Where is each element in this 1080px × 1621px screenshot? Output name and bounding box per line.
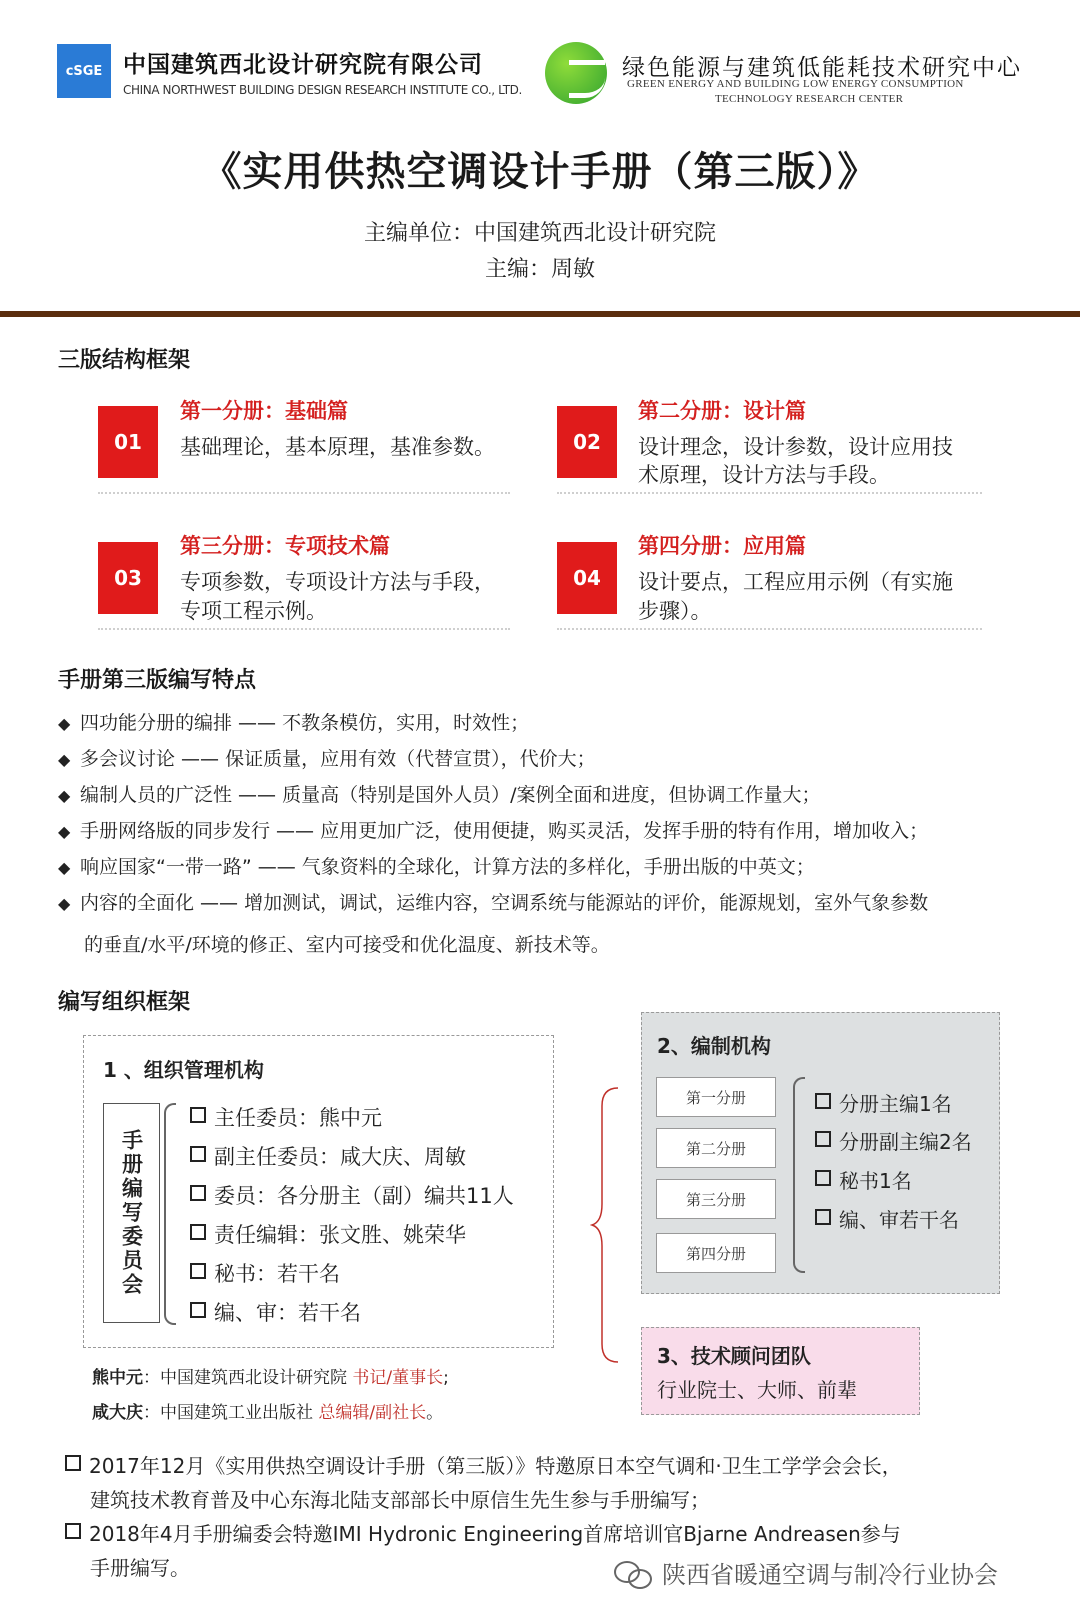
person-role: 书记/董事长 — [352, 1368, 444, 1388]
bottom-paragraph-1-line1 — [65, 1449, 902, 1483]
feature-continuation: 的垂直/水平/环境的修正、室内可接受和优化温度、新技术等。 — [84, 934, 610, 956]
checkbox-icon — [190, 1263, 206, 1279]
diamond-bullet-icon: ◆ — [58, 822, 71, 841]
volume-title: 第三分册：专项技术篇 — [180, 534, 390, 558]
feature-text: 编制人员的广泛性 —— 质量高（特别是国外人员）/案例全面和进度，但协调工作量大； — [80, 784, 821, 806]
watermark-text: 陕西省暖通空调与制冷行业协会 — [662, 1561, 998, 1589]
person-name: 咸大庆 — [92, 1403, 143, 1423]
bottom-text: 2018年4月手册编委会特邀IMI Hydronic Engineering首席培训官Bjarne Andreasen参与 — [89, 1522, 901, 1546]
big-brace — [590, 1086, 620, 1364]
editor-unit: 主编单位：中国建筑西北设计研究院 — [363, 221, 716, 246]
diamond-bullet-icon: ◆ — [58, 786, 71, 805]
volume-title: 第四分册：应用篇 — [638, 534, 806, 558]
mgmt-item — [190, 1141, 466, 1171]
mgmt-item-text: 秘书：若干名 — [214, 1262, 340, 1286]
mgmt-title: 1 、组织管理机构 — [103, 1058, 264, 1082]
page-title: 《实用供热空调设计手册（第三版）》 — [201, 149, 879, 195]
mgmt-item-text: 编、审：若干名 — [214, 1301, 361, 1325]
compile-item-text: 分册主编1名 — [839, 1092, 952, 1116]
volume-desc-line1: 设计要点，工程应用示例（有实施 — [638, 570, 953, 594]
watermark — [614, 1555, 998, 1590]
checkbox-icon — [815, 1131, 831, 1147]
checkbox-icon — [815, 1093, 831, 1109]
bottom-text: 2017年12月《实用供热空调设计手册（第三版）》特邀原日本空气调和·卫生工学学会会长， — [89, 1454, 902, 1478]
volume-box: 第一分册 — [656, 1077, 776, 1117]
volume-desc-line1: 专项参数，专项设计方法与手段， — [180, 570, 495, 594]
checkbox-icon — [190, 1185, 206, 1201]
dotted-divider — [98, 492, 510, 494]
feature-item — [58, 741, 596, 778]
cscec-logo: cSGE — [57, 44, 111, 98]
mgmt-item — [190, 1180, 514, 1210]
feature-item — [58, 705, 529, 742]
mgmt-item-text: 副主任委员：咸大庆、周敏 — [214, 1145, 466, 1169]
compile-item — [815, 1204, 959, 1233]
person-role: 总编辑/副社长 — [318, 1403, 427, 1423]
mgmt-item-text: 主任委员：熊中元 — [214, 1106, 382, 1130]
compile-item-text: 编、审若干名 — [839, 1208, 959, 1232]
person-note — [92, 1363, 449, 1388]
section-title-structure: 三版结构框架 — [58, 348, 191, 373]
section-title-features: 手册第三版编写特点 — [58, 668, 257, 693]
mgmt-item — [190, 1102, 382, 1132]
checkbox-icon — [190, 1146, 206, 1162]
checkbox-icon — [190, 1107, 206, 1123]
checkbox-icon — [65, 1523, 81, 1539]
person-note — [92, 1398, 443, 1423]
mgmt-item — [190, 1297, 361, 1327]
volume-title: 第二分册：设计篇 — [638, 399, 806, 423]
right-org-name-en-line1: GREEN ENERGY AND BUILDING LOW ENERGY CONSUMPTION — [627, 78, 964, 90]
volume-box: 第四分册 — [656, 1233, 776, 1273]
diamond-bullet-icon: ◆ — [58, 894, 71, 913]
volume-number-badge: 01 — [98, 406, 158, 478]
volume-box: 第二分册 — [656, 1128, 776, 1168]
right-org-name-cn: 绿色能源与建筑低能耗技术研究中心 — [622, 55, 1022, 81]
mgmt-item — [190, 1258, 340, 1288]
person-org: ：中国建筑工业出版社 — [143, 1403, 319, 1423]
mgmt-item-text: 委员：各分册主（副）编共11人 — [214, 1184, 514, 1208]
feature-text: 手册网络版的同步发行 —— 应用更加广泛，使用便捷，购买灵活，发挥手册的特有作用，增加收入； — [80, 820, 929, 842]
volume-number-badge: 02 — [557, 406, 617, 478]
punct: 。 — [426, 1403, 444, 1423]
volume-number-badge: 03 — [98, 542, 158, 614]
left-org-name-en: CHINA NORTHWEST BUILDING DESIGN RESEARCH INSTITUTE CO., LTD. — [123, 83, 522, 97]
volume-number-badge: 04 — [557, 542, 617, 614]
feature-item — [58, 777, 820, 814]
person-org: ：中国建筑西北设计研究院 — [143, 1368, 353, 1388]
compile-item-text: 秘书1名 — [839, 1169, 912, 1193]
compile-item — [815, 1165, 912, 1194]
mgmt-item — [190, 1219, 466, 1249]
green-energy-logo — [545, 42, 607, 104]
feature-text: 内容的全面化 —— 增加测试，调试，运维内容，空调系统与能源站的评价，能源规划，室外气象参数 — [80, 892, 929, 914]
volume-desc-line2: 步骤）。 — [638, 599, 712, 623]
committee-box — [103, 1103, 160, 1323]
checkbox-icon — [190, 1224, 206, 1240]
chief-editor: 主编：周敏 — [484, 257, 595, 282]
bottom-paragraph-2-line2: 手册编写。 — [90, 1556, 190, 1580]
bottom-paragraph-2-line1 — [65, 1517, 901, 1551]
mgmt-item-text: 责任编辑：张文胜、姚荣华 — [214, 1223, 466, 1247]
dotted-divider — [98, 628, 510, 630]
feature-item — [58, 849, 815, 886]
volume-desc-line1: 设计理念，设计参数，设计应用技 — [638, 435, 953, 459]
section-title-organization: 编写组织框架 — [58, 990, 191, 1015]
checkbox-icon — [815, 1170, 831, 1186]
volume-desc-line2: 专项工程示例。 — [180, 599, 327, 623]
checkbox-icon — [65, 1455, 81, 1471]
compile-item — [815, 1088, 952, 1117]
right-org-name-en-line2: TECHNOLOGY RESEARCH CENTER — [715, 93, 904, 105]
volume-desc: 基础理论，基本原理，基准参数。 — [180, 435, 495, 459]
diamond-bullet-icon: ◆ — [58, 750, 71, 769]
diamond-bullet-icon: ◆ — [58, 714, 71, 733]
diamond-bullet-icon: ◆ — [58, 858, 71, 877]
feature-text: 四功能分册的编排 —— 不教条模仿，实用，时效性； — [80, 712, 530, 734]
left-brace — [164, 1103, 176, 1325]
committee-label: 手册编写委员会 — [119, 1129, 144, 1297]
left-org-name-cn: 中国建筑西北设计研究院有限公司 — [123, 52, 483, 78]
dotted-divider — [557, 492, 982, 494]
compile-title: 2、编制机构 — [657, 1034, 771, 1058]
advisor-title: 3、技术顾问团队 — [657, 1344, 811, 1368]
checkbox-icon — [815, 1209, 831, 1225]
volume-title: 第一分册：基础篇 — [180, 399, 348, 423]
person-name: 熊中元 — [92, 1368, 143, 1388]
feature-text: 多会议讨论 —— 保证质量，应用有效（代替宣贯），代价大； — [80, 748, 596, 770]
compile-item-text: 分册副主编2名 — [839, 1130, 972, 1154]
feature-text: 响应国家“一带一路” —— 气象资料的全球化，计算方法的多样化，手册出版的中英文； — [80, 856, 815, 878]
dotted-divider — [557, 628, 982, 630]
feature-item — [58, 885, 928, 922]
compile-brace — [793, 1077, 805, 1273]
checkbox-icon — [190, 1302, 206, 1318]
punct: ; — [443, 1368, 449, 1388]
header-divider — [0, 311, 1080, 317]
volume-desc-line2: 术原理，设计方法与手段。 — [638, 463, 890, 487]
bottom-paragraph-1-line2: 建筑技术教育普及中心东海北陆支部部长中原信生先生参与手册编写； — [90, 1488, 710, 1512]
volume-box: 第三分册 — [656, 1179, 776, 1219]
wechat-icon — [614, 1559, 654, 1587]
compile-item — [815, 1126, 972, 1155]
advisor-text: 行业院士、大师、前辈 — [657, 1378, 857, 1402]
feature-item — [58, 813, 928, 850]
